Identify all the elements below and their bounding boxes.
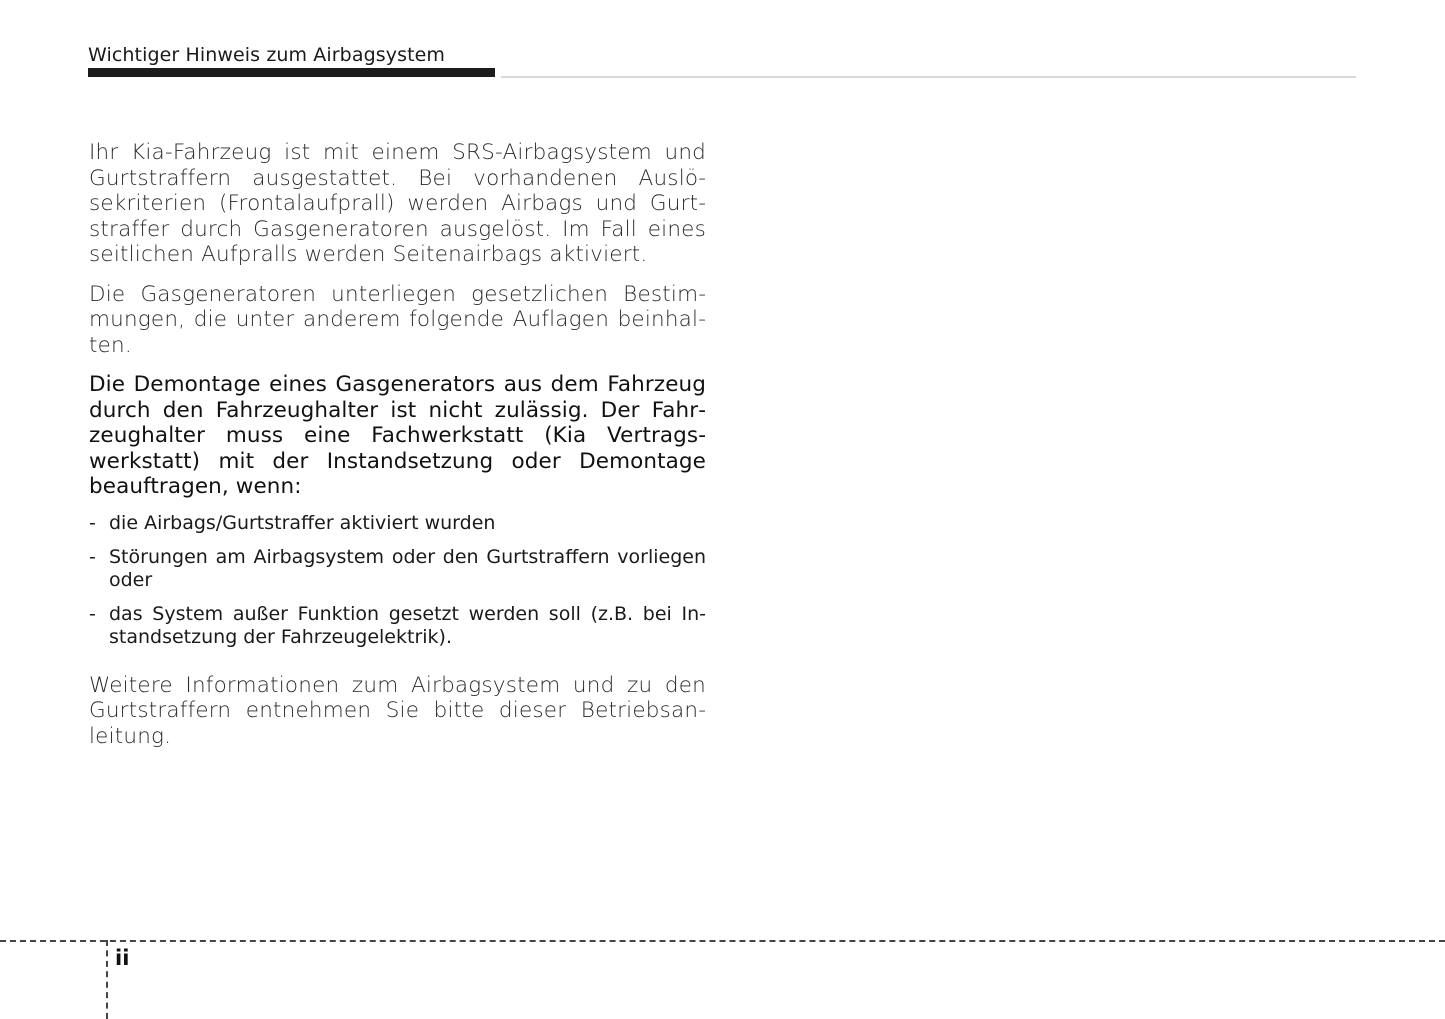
list-item xyxy=(89,512,706,535)
regulations-paragraph: Die Gasgeneratoren unterliegen gesetzlichen Bestimmungen, die unter anderem folgende Auflagen beinhalten. xyxy=(89,281,706,358)
list-item-text: das System außer Funktion gesetzt werden soll (z.B. bei Instandsetzung der Fahrzeugelektrik). xyxy=(109,602,706,648)
list-item xyxy=(89,603,706,649)
dismantling-notice-paragraph: Die Demontage eines Gasgenerators aus dem Fahrzeug durch den Fahrzeughalter ist nicht zulässig. Der Fahrzeughalter muss eine Fachwerkstatt (Kia Vertragswerkstatt) mit der Instandsetzung oder Demontage beauftragen, wenn: xyxy=(89,372,706,499)
section-header-title: Wichtiger Hinweis zum Airbagsystem xyxy=(88,44,446,66)
further-info-paragraph: Weitere Informationen zum Airbagsystem und zu den Gurtstraffern entnehmen Sie bitte dieser Betriebsanleitung. xyxy=(89,672,706,749)
header-rule xyxy=(501,76,1356,78)
page-number: ii xyxy=(115,946,130,970)
list-dash: - xyxy=(89,511,96,534)
intro-paragraph: Ihr Kia-Fahrzeug ist mit einem SRS-Airbagsystem und Gurtstraffern ausgestattet. Bei vorhandenen Auslösekriterien (Frontalaufprall) werden Airbags und Gurtstraffer durch Gasgeneratoren ausgelöst. Im Fall eines seitlichen Aufpralls werden Seitenairbags aktiviert. xyxy=(89,140,706,267)
conditions-list xyxy=(89,512,706,649)
footer-dashed-divider xyxy=(106,940,108,1019)
footer-dashed-rule xyxy=(0,940,1445,942)
list-item-text: die Airbags/Gurtstraffer aktiviert wurden xyxy=(109,511,496,534)
main-content xyxy=(89,140,706,763)
list-dash: - xyxy=(89,545,96,568)
list-item-text: Störungen am Airbagsystem oder den Gurtstraffern vorliegen oder xyxy=(109,545,706,591)
list-dash: - xyxy=(89,602,96,625)
header-underline-bar xyxy=(88,68,495,77)
list-item xyxy=(89,546,706,592)
